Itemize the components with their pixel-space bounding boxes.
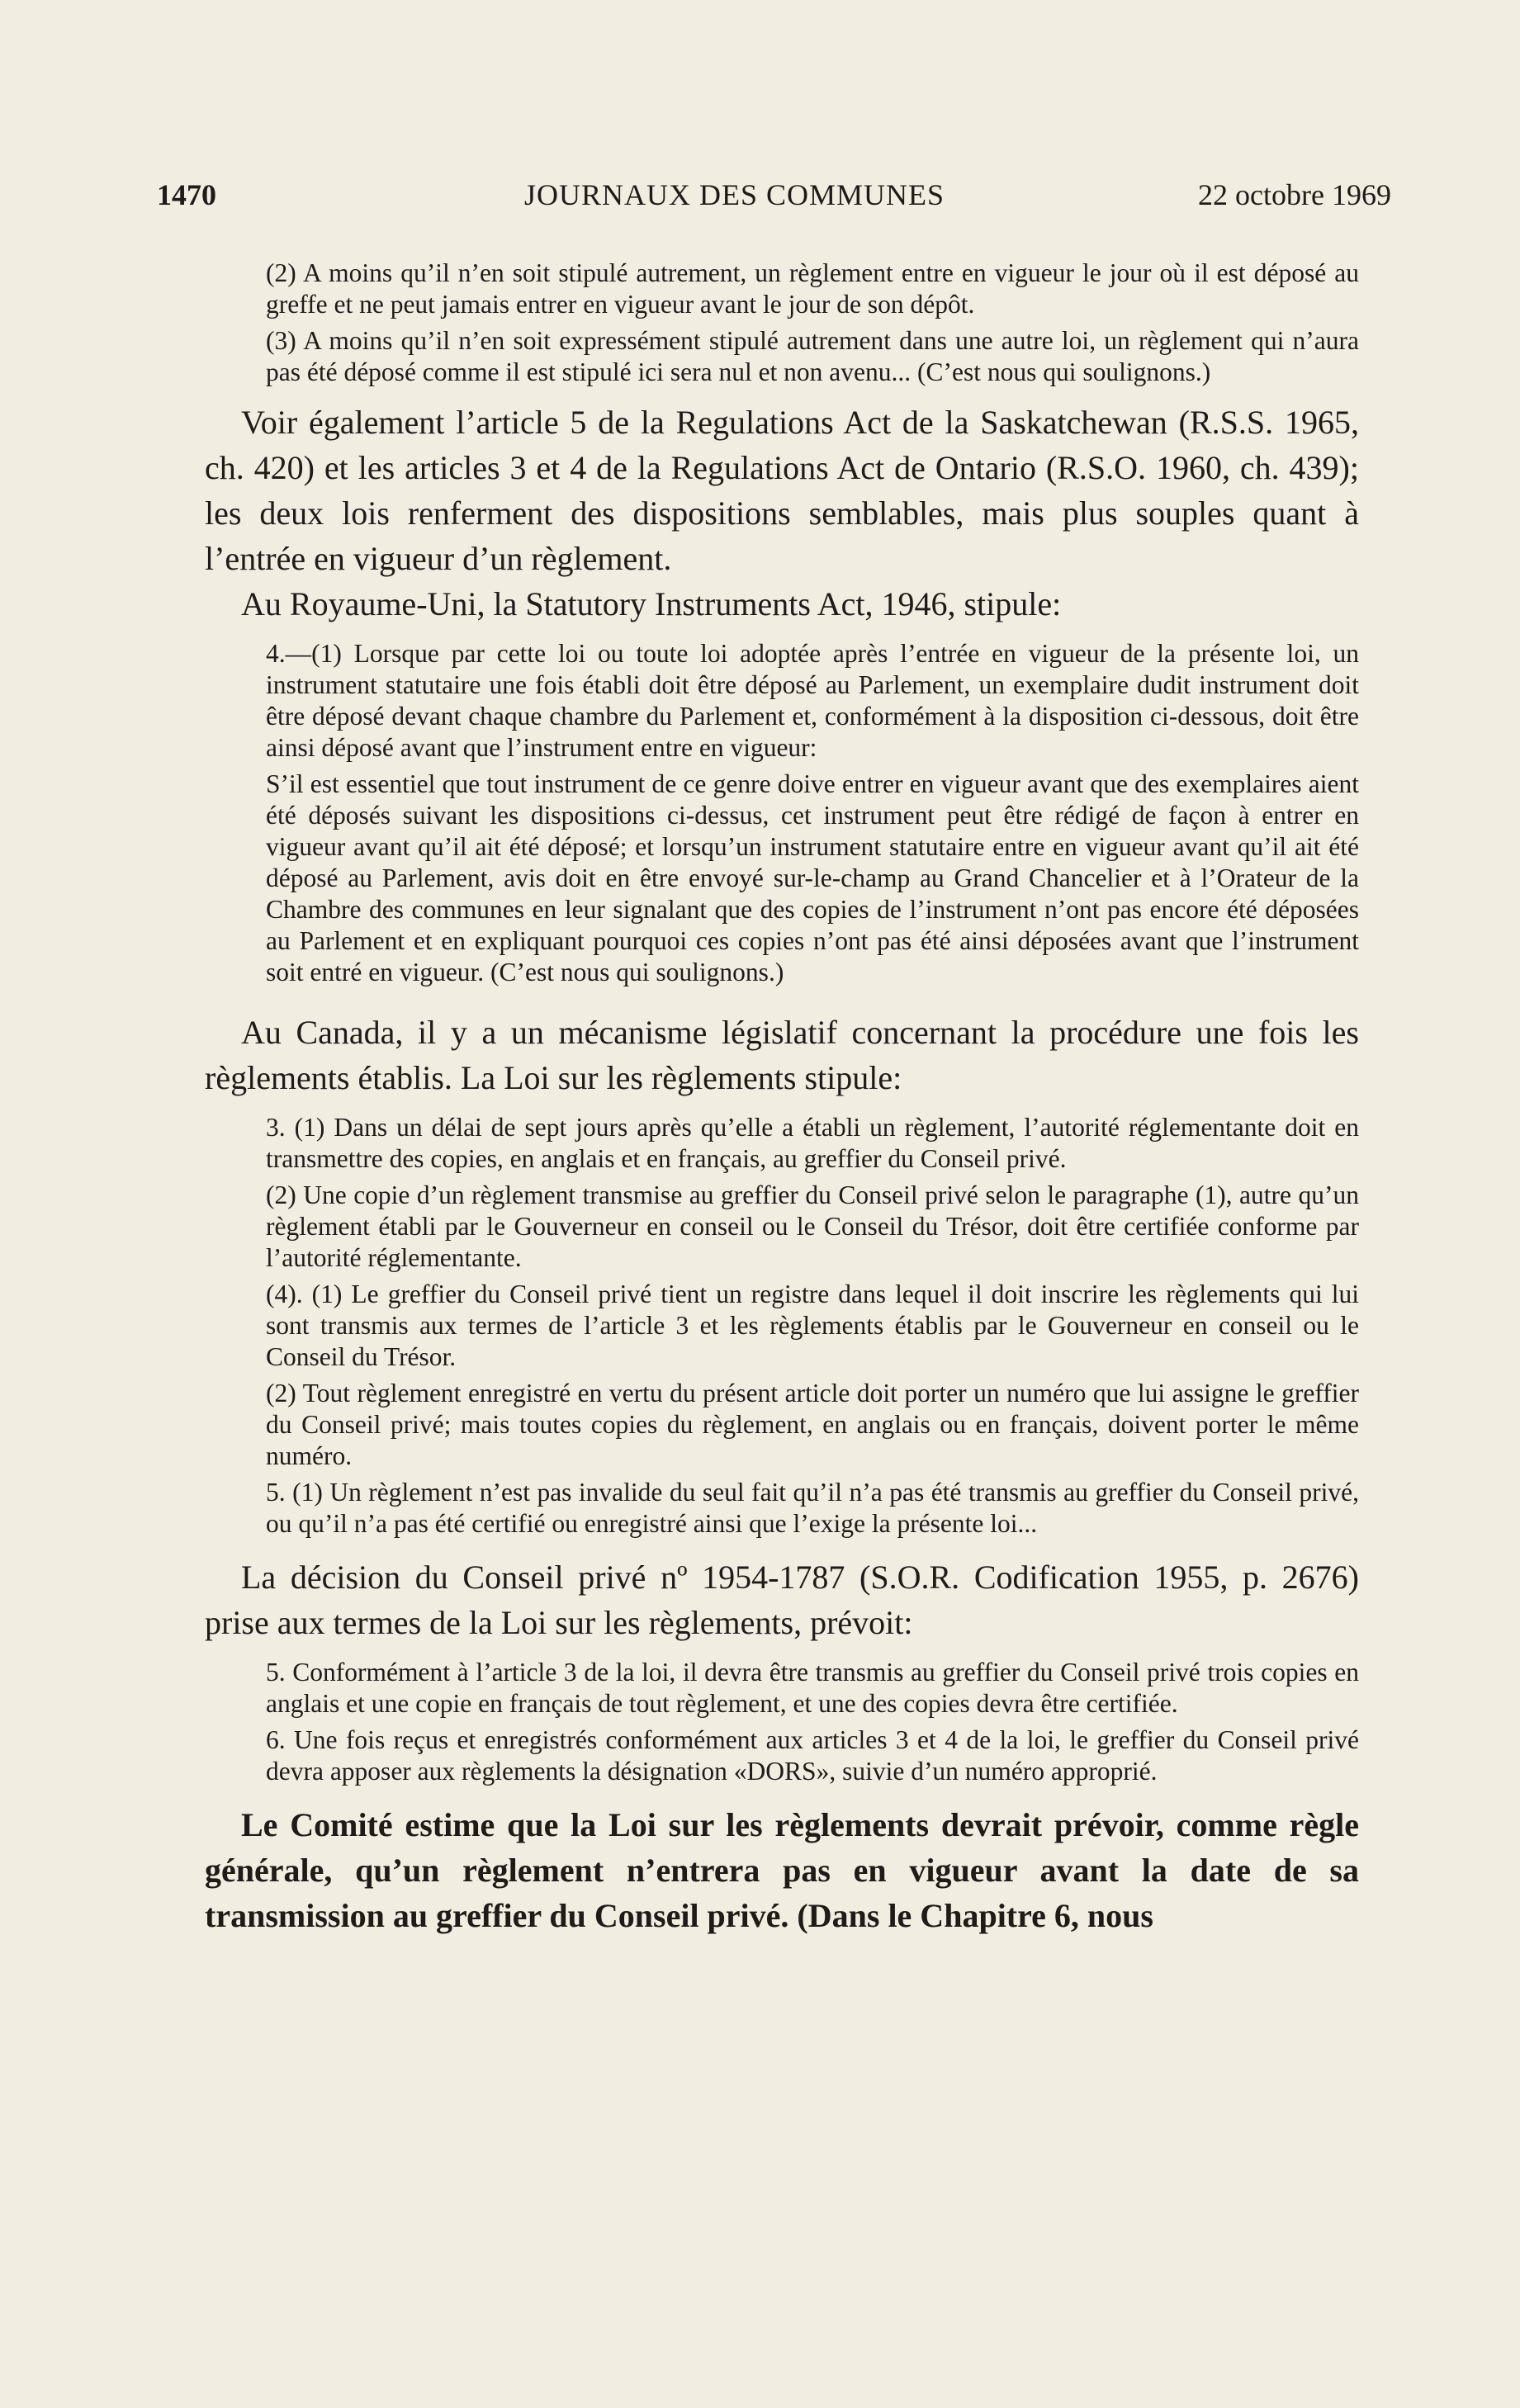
quote-paragraph: 5. Conformément à l’article 3 de la loi, il devra être transmis au greffier du Conseil privé trois copies en anglais et une copie en français de tout règlement, et une des copies devra être certifiée. bbox=[266, 1658, 1359, 1718]
quote-paragraph: (4). (1) Le greffier du Conseil privé tient un registre dans lequel il doit inscrire les règlements qui lui sont transmis aux termes de l’article 3 et les règlements établis par le Gouverneur en conseil ou le Conseil du Trésor. bbox=[266, 1280, 1359, 1371]
quote-paragraph: 5. (1) Un règlement n’est pas invalide du seul fait qu’il n’a pas été transmis au greffier du Conseil privé, ou qu’il n’a pas été certifié ou enregistré ainsi que l’exige la présente loi... bbox=[266, 1478, 1359, 1538]
quote-paragraph: (2) A moins qu’il n’en soit stipulé autrement, un règlement entre en vigueur le jour où il est déposé au greffe et ne peut jamais entrer en vigueur avant le jour de son dépôt. bbox=[266, 258, 1359, 319]
quote-paragraph: 4.—(1) Lorsque par cette loi ou toute loi adoptée après l’entrée en vigueur de la présente loi, un instrument statutaire une fois établi doit être déposé au Parlement, un exemplaire dudit instrument doit être déposé devant chaque chambre du Parlement et, conformément à la disposition ci-dessous, doit être ainsi déposé avant que l’instrument entre en vigueur: bbox=[266, 639, 1359, 762]
journal-title: JOURNAUX DES COMMUNES bbox=[524, 178, 945, 211]
quote-paragraph: 6. Une fois reçus et enregistrés conformément aux articles 3 et 4 de la loi, le greffier du Conseil privé devra apposer aux règlements la désignation «DORS», suivie d’un numéro approprié. bbox=[266, 1725, 1359, 1786]
body-paragraph: Au Canada, il y a un mécanisme législatif concernant la procédure une fois les règlements établis. La Loi sur les règlements stipule: bbox=[205, 1014, 1359, 1096]
quote-paragraph: (2) Une copie d’un règlement transmise au greffier du Conseil privé selon le paragraphe (1), autre qu’un règlement établi par le Gouverneur en conseil ou le Conseil du Trésor, doit être certifiée conforme par l’autorité réglementante. bbox=[266, 1180, 1359, 1272]
quote-paragraph: (2) Tout règlement enregistré en vertu du présent article doit porter un numéro que lui assigne le greffier du Conseil privé; mais toutes copies du règlement, en anglais ou en français, doivent porter le même numéro. bbox=[266, 1379, 1359, 1470]
page-number: 1470 bbox=[157, 178, 216, 211]
quote-paragraph: S’il est essentiel que tout instrument de ce genre doive entrer en vigueur avant que des exemplaires aient été déposés suivant les dispositions ci-dessus, cet instrument peut être rédigé de façon à entrer en vigueur avant qu’il ait été déposé; et lorsqu’un instrument statutaire entre en vigueur avant qu’il ait été déposé au Parlement, avis doit en être envoyé sur-le-champ au Grand Chancelier et à l’Orateur de la Chambre des communes en leur signalant que des copies de l’instrument n’ont pas encore été déposées au Parlement et en expliquant pourquoi ces copies n’ont pas été ainsi déposées avant que l’instrument soit entré en vigueur. (C’est nous qui soulignons.) bbox=[266, 769, 1359, 986]
body-paragraph: Au Royaume-Uni, la Statutory Instruments Act, 1946, stipule: bbox=[241, 585, 1062, 622]
body-paragraph: La décision du Conseil privé nº 1954-1787 (S.O.R. Codification 1955, p. 2676) prise aux termes de la Loi sur les règlements, prévoit: bbox=[205, 1559, 1359, 1641]
committee-paragraph: Le Comité estime que la Loi sur les règlements devrait prévoir, comme règle générale, qu’un règlement n’entrera pas en vigueur avant la date de sa transmission au greffier du Conseil privé. (Dans le Chapitre 6, nous bbox=[205, 1806, 1359, 1934]
quote-paragraph: 3. (1) Dans un délai de sept jours après qu’elle a établi un règlement, l’autorité réglementante doit en transmettre des copies, en anglais et en français, au greffier du Conseil privé. bbox=[266, 1113, 1359, 1173]
page-content bbox=[205, 258, 1359, 1938]
body-paragraph: Voir également l’article 5 de la Regulations Act de la Saskatchewan (R.S.S. 1965, ch. 420) et les articles 3 et 4 de la Regulations Act de Ontario (R.S.O. 1960, ch. 439); les deux lois renferment des dispositions semblables, mais plus souples quant à l’entrée en vigueur d’un règlement. bbox=[205, 404, 1359, 577]
header-date: 22 octobre 1969 bbox=[1198, 178, 1391, 211]
quote-paragraph: (3) A moins qu’il n’en soit expressément stipulé autrement dans une autre loi, un règlement qui n’aura pas été déposé comme il est stipulé ici sera nul et non avenu... (C’est nous qui soulignons.) bbox=[266, 326, 1359, 386]
page-header bbox=[157, 170, 1391, 220]
